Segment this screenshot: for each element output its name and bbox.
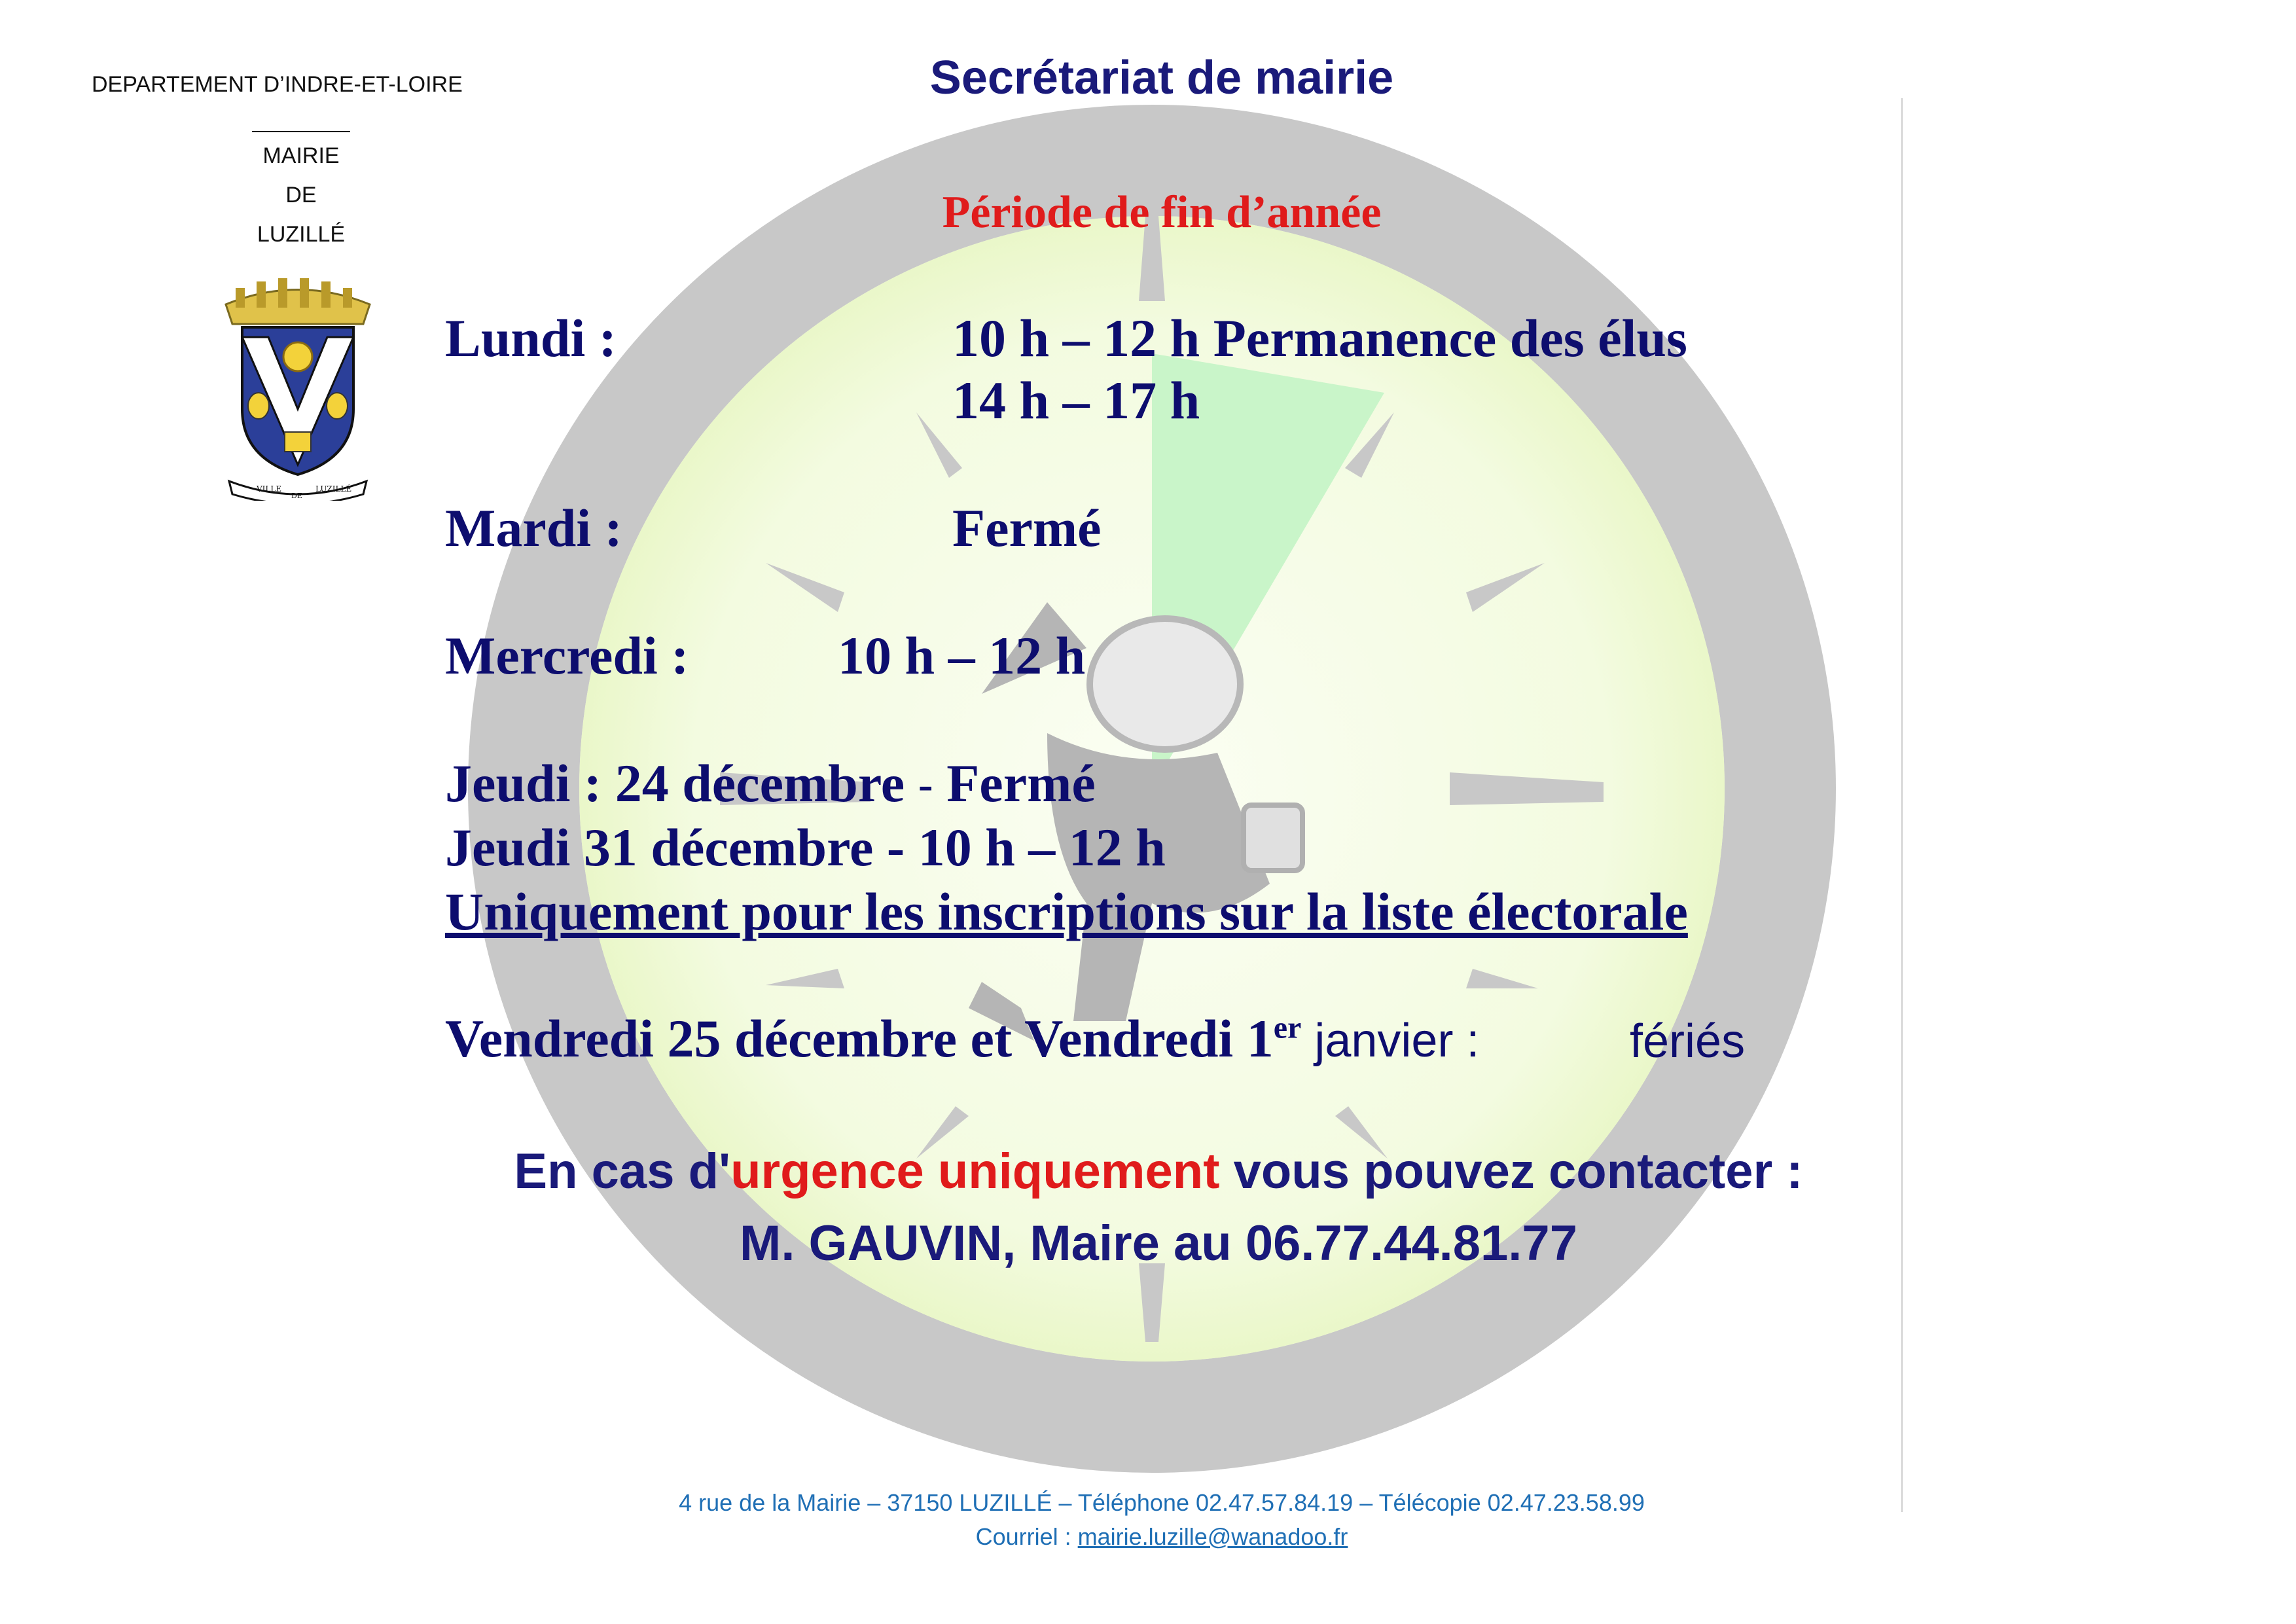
jeudi-24-value: Fermé bbox=[946, 753, 1096, 813]
vendredi-janvier: janvier : bbox=[1301, 1015, 1480, 1067]
jeudi-24-label: Jeudi : 24 décembre bbox=[445, 753, 905, 813]
urgence-part3: vous pouvez contacter : bbox=[1219, 1144, 1803, 1199]
mairie-line3: LUZILLÉ bbox=[257, 222, 346, 247]
jeudi-24-sep: - bbox=[905, 759, 947, 812]
urgence-part2: urgence uniquement bbox=[730, 1144, 1220, 1199]
jeudi-31-note: Uniquement pour les inscriptions sur la liste électorale bbox=[445, 882, 1688, 941]
jeudi-24-line bbox=[445, 753, 1096, 814]
footer-email-line bbox=[524, 1520, 1800, 1554]
vendredi-main: Vendredi 25 décembre et Vendredi 1 bbox=[445, 1009, 1274, 1068]
mercredi-value: 10 h – 12 h bbox=[838, 626, 1086, 685]
town-crest-logo bbox=[216, 278, 380, 501]
mairie-line1: MAIRIE bbox=[262, 143, 340, 168]
mairie-rule bbox=[252, 131, 350, 134]
urgence-block bbox=[432, 1136, 1885, 1280]
footer-address: 4 rue de la Mairie – 37150 LUZILLÉ – Téléphone 02.47.57.84.19 – Télécopie 02.47.23.58.99 bbox=[679, 1489, 1645, 1516]
lundi-label: Lundi : bbox=[445, 308, 617, 368]
vertical-divider bbox=[1901, 98, 1903, 1512]
lundi-hours-2: 14 h – 17 h bbox=[952, 370, 1200, 430]
department-label: DEPARTEMENT D’INDRE-ET-LOIRE bbox=[92, 72, 463, 97]
vendredi-line bbox=[445, 1008, 1479, 1070]
urgence-part1: En cas d' bbox=[514, 1144, 731, 1199]
crest-text-right: LUZILLÉ bbox=[315, 484, 352, 494]
urgence-line2: M. GAUVIN, Maire au 06.77.44.81.77 bbox=[740, 1216, 1577, 1271]
urgence-line1 bbox=[432, 1136, 1885, 1208]
vendredi-value: fériés bbox=[1630, 1015, 1746, 1068]
mercredi-label: Mercredi : bbox=[445, 626, 689, 685]
mardi-value: Fermé bbox=[952, 498, 1102, 558]
page-subtitle: Période de fin d’année bbox=[942, 187, 1382, 238]
jeudi-31-line: Jeudi 31 décembre - 10 h – 12 h bbox=[445, 818, 1166, 877]
vendredi-sup: er bbox=[1273, 1010, 1302, 1045]
footer-email-link[interactable]: mairie.luzille@wanadoo.fr bbox=[1077, 1523, 1348, 1550]
footer bbox=[524, 1486, 1800, 1554]
page-title: Secrétariat de mairie bbox=[929, 52, 1394, 104]
footer-email-label: Courriel : bbox=[975, 1523, 1078, 1550]
crest-text-middle: DE bbox=[291, 492, 302, 500]
lundi-hours-1: 10 h – 12 h Permanence des élus bbox=[952, 308, 1687, 368]
mairie-block bbox=[236, 131, 367, 254]
crest-text-left: VILLE bbox=[257, 484, 282, 494]
mardi-label: Mardi : bbox=[445, 498, 622, 558]
mairie-line2: DE bbox=[285, 183, 317, 208]
